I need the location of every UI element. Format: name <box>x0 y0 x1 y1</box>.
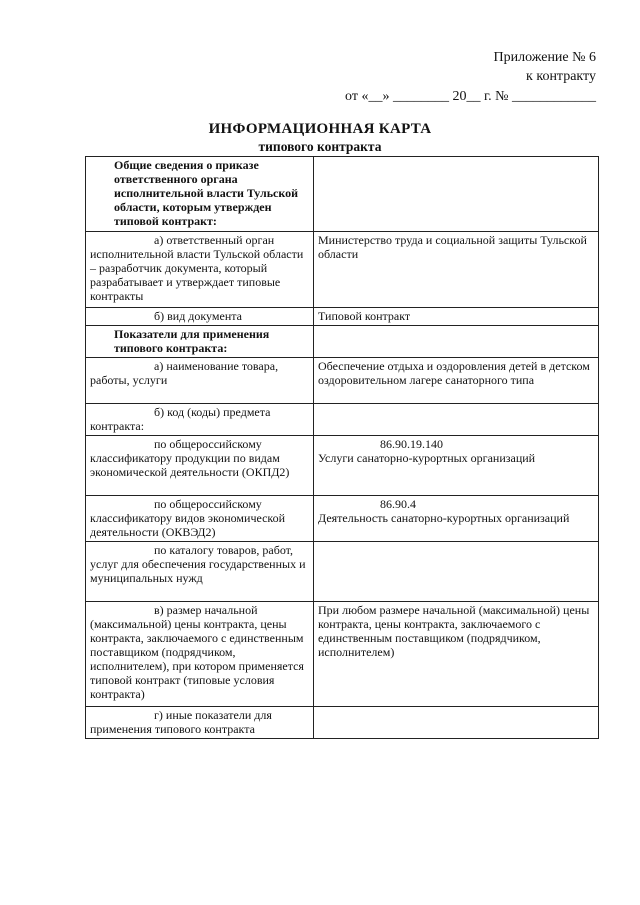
table-row <box>86 232 599 308</box>
table-row <box>86 404 599 436</box>
table-cell-label: по каталогу товаров, работ, услуг для обеспечения государственных и муниципальных нужд <box>86 542 314 602</box>
info-card-table <box>85 156 599 739</box>
table-cell-label: а) наименование товара, работы, услуги <box>86 358 314 404</box>
table-cell-value: Типовой контракт <box>314 308 599 326</box>
table-cell-label: по общероссийскому классификатору видов экономической деятельности (ОКВЭД2) <box>86 496 314 542</box>
table-row <box>86 707 599 739</box>
table-cell-label: а) ответственный орган исполнительной власти Тульской области – разработчик документа, который разрабатывает и утверждает типовые контракты <box>86 232 314 308</box>
table-cell-label: по общероссийскому классификатору продукции по видам экономической деятельности (ОКПД2) <box>86 436 314 496</box>
table-row <box>86 326 599 358</box>
table-cell-value <box>314 542 599 602</box>
table-cell-value <box>314 404 599 436</box>
table-cell-label: Общие сведения о приказе ответственного органа исполнительной власти Тульской области, которым утвержден типовой контракт: <box>86 157 314 232</box>
table-row <box>86 602 599 707</box>
appendix-date-number-line: от «__» ________ 20__ г. № ____________ <box>345 89 596 104</box>
table-cell-value: Обеспечение отдыха и оздоровления детей в детском оздоровительном лагере санаторного типа <box>314 358 599 404</box>
table-cell-label: б) вид документа <box>86 308 314 326</box>
table-row <box>86 308 599 326</box>
table-cell-value: При любом размере начальной (максимальной) цены контракта, цены контракта, заключаемого с единственным поставщиком (подрядчиком, исполнителем) <box>314 602 599 707</box>
table-cell-label: г) иные показатели для применения типового контракта <box>86 707 314 739</box>
info-card-table-wrapper <box>85 156 598 739</box>
table-row <box>86 157 599 232</box>
table-cell-value <box>314 436 599 496</box>
appendix-number: Приложение № 6 <box>493 50 596 65</box>
table-cell-value <box>314 496 599 542</box>
table-row <box>86 496 599 542</box>
okved2-description: Деятельность санаторно-курортных организаций <box>318 511 570 525</box>
table-cell-value <box>314 326 599 358</box>
okpd2-code: 86.90.19.140 <box>380 437 443 451</box>
table-cell-label: Показатели для применения типового контракта: <box>86 326 314 358</box>
table-row <box>86 436 599 496</box>
table-row <box>86 358 599 404</box>
table-cell-label: в) размер начальной (максимальной) цены контракта, цены контракта, заключаемого с единственным поставщиком (подрядчиком, исполнителем), при котором применяется типовой контракт (типовые условия контракта) <box>86 602 314 707</box>
table-row <box>86 542 599 602</box>
table-cell-label: б) код (коды) предмета контракта: <box>86 404 314 436</box>
okpd2-description: Услуги санаторно-курортных организаций <box>318 451 536 465</box>
table-cell-value <box>314 157 599 232</box>
document-title: ИНФОРМАЦИОННАЯ КАРТА <box>208 121 432 137</box>
table-cell-value: Министерство труда и социальной защиты Тульской области <box>314 232 599 308</box>
document-subtitle: типового контракта <box>258 139 382 154</box>
table-cell-value <box>314 707 599 739</box>
appendix-contract-ref: к контракту <box>526 69 596 84</box>
okved2-code: 86.90.4 <box>380 497 416 511</box>
